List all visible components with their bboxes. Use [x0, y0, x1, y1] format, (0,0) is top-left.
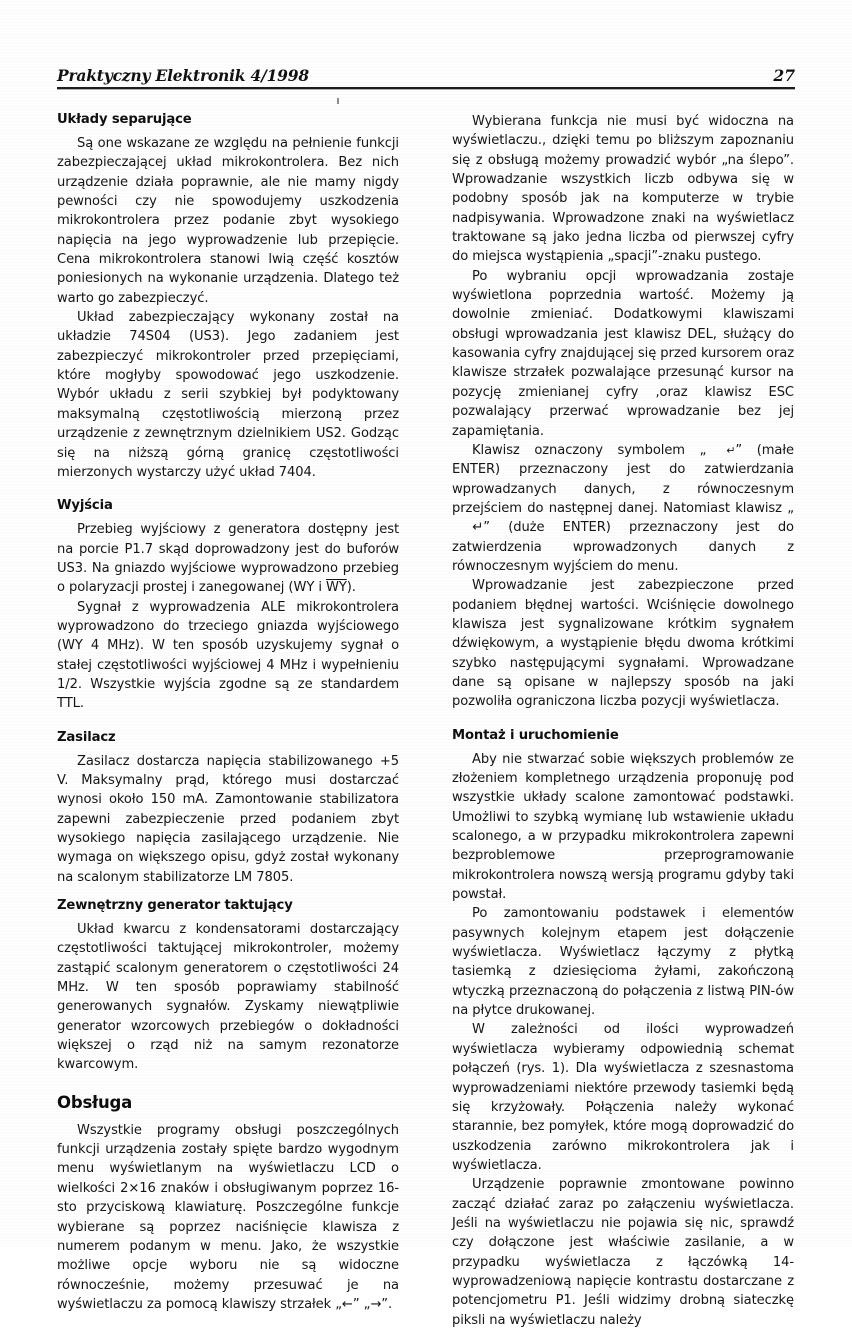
paragraph-text-after-arrows: . [387, 1296, 393, 1312]
paragraph: Urządzenie poprawnie zmontowane powinno zacząć działać zaraz po załączeniu wyświetlacza. Jeśli na wyświetlaczu nie pojawia się nic, sprawdź czy dołączone jest właściwie zasilanie, a w przypadku wyświetlacza z łączówką 14-wyprowadzeniową napięcie kontrastu dostarczane z potencjometru P1. Jeśli widzimy drobną siateczkę piksli na wyświetlaczu należy [452, 1177, 794, 1328]
scan-artifact-speck [337, 98, 339, 104]
paragraph: Po wybraniu opcji wprowadzania zostaje wyświetlona poprzednia wartość. Możemy ją dowolnie zmieniać. Dodatkowymi klawiszami obsługi wprowadzania jest klawisz DEL, służący do kasowania cyfry znajdującej się przed kursorem oraz klawisze strzałek pozwalające przesunąć kursor na pozycję zmienianej cyfry ,oraz klawisz ESC pozwalający przerwać wprowadzanie bez jej zapamiętania. [452, 268, 794, 439]
heading-zewnetrzny-generator-taktujacy: Zewnętrzny generator taktujący [57, 898, 293, 914]
big-enter-key-icon: ↵ [472, 519, 484, 536]
arrow-left-icon: „←” [335, 1296, 360, 1312]
paragraph-text-after-negation: ). [346, 580, 356, 596]
paragraph: Sygnał z wyprowadzenia ALE mikrokontrolera wyprowadzono do trzeciego gniazda wyjściowego (WY 4 MHz). W ten sposób uzyskujemy sygnał o stałej częstotliwości wyjściowej 4 MHz i wypełnieniu 1/2. Wszystkie wyjścia zgodne są ze standardem TTL. [57, 599, 399, 712]
heading-uklady-separujace: Układy separujące [57, 112, 192, 127]
paragraph: Układ kwarcu z kondensatorami dostarczający częstotliwości taktującej mikrokontroler, możemy zastąpić scalonym generatorem o częstotliwości 24 MHz. W ten sposób poprawiamy stabilność generowanych sygnałów. Zyskamy niewątpliwie generator wzorcowych przebiegów o dokładności większej o rząd niż na samym rezonatorze kwarcowym. [57, 922, 399, 1073]
paragraph-enter-keys [452, 441, 794, 576]
publication-title: Praktyczny Elektronik 4/1998 [57, 66, 309, 85]
paragraph-wyjscia-1 [57, 520, 399, 597]
text-before-small-enter: Klawisz oznaczony symbolem „ [472, 442, 707, 458]
heading-obsluga: Obsługa [57, 1092, 133, 1112]
heading-montaz-i-uruchomienie: Montaż i uruchomienie [452, 727, 619, 743]
text-after-enter-glyphs: ” (duże ENTER) przeznaczony jest do zatwierdzenia wprowadzonych danych z równoczesnym wyjściem do menu. [452, 520, 794, 574]
arrow-right-icon: „→” [363, 1296, 388, 1312]
page-number: 27 [773, 66, 795, 85]
paragraph: Wybierana funkcja nie musi być widoczna na wyświetlaczu., dzięki temu po bliższym zapoznaniu się z obsługą możemy prowadzić wybór „na ślepo”. Wprowadzanie wszystkich liczb odbywa się w podobny sposób jak na komputerze w trybie nadpisywania. Wprowadzone znaki na wyświetlacz traktowane są jako jedna liczba od pierwszej cyfry do miejsca wystąpienia „spacji”-znaku pustego. [452, 114, 794, 265]
paragraph: Aby nie stwarzać sobie większych problemów ze złożeniem kompletnego urządzenia proponuję pod wszystkie układy scalone zamontować podstawki. Umożliwi to szybką wymianę lub wstawienie układu scalonego, a w przypadku mikrokontrolera zapewni bezproblemowe przeprogramowanie mikrokontrolera nowszą wersją programu gdyby taki powstał. [452, 751, 794, 903]
paragraph: Wprowadzanie jest zabezpieczone przed podaniem błędnej wartości. Wciśnięcie dowolnego klawisza jest sygnalizowane krótkim sygnałem dźwiękowym, a wystąpienie błędu dwoma krótkimi szybko następującymi sygnałami. Wprowadzane dane są opisane w najlepszy sposób na jaki pozwoliła ograniczona liczba pozycji wyświetlacza. [452, 578, 794, 710]
paragraph: Zasilacz dostarcza napięcia stabilizowanego +5 V. Maksymalny prąd, którego musi dostarczać wynosi około 150 mA. Zamontowanie stabilizatora zapewni zabezpieczenie przed podaniem zbyt wysokiego napięcia zasilającego urządzenie. Nie wymaga on większego opisu, gdyż został wykonany na scalonym stabilizatorze LM 7805. [57, 753, 399, 885]
text-between-enter-glyphs: ” (małe ENTER) przeznaczony jest do zatwierdzania wprowadzanych danych, z równoczesnym przejściem do następnej danej. Natomiast klawisz „ [452, 442, 794, 516]
paragraph: Układ zabezpieczający wykonany został na układzie 74S04 (US3). Jego zadaniem jest zabezpieczyć mikrokontroler przed przepięciami, które mogłyby spowodować jego uszkodzenie. Wybór układu z serii szybkiej był podyktowany maksymalną częstotliwością mierzoną przez urządzenie z zewnętrznym dzielnikiem US2. Godząc się na niższą górną granicę częstotliwości mierzonych wystarczy użyć układ 7404. [57, 310, 399, 480]
page-header [57, 66, 795, 85]
paragraph: Są one wskazane ze względu na pełnienie funkcji zabezpieczającej układ mikrokontrolera. Bez nich urządzenie działa poprawnie, ale nie mamy nigdy pewności czy nie spowodujemy uszkodzenia mikrokontrolera przez podanie zbyt wysokiego napięcia na jego wyprowadzenie lub przepięcie. Cena mikrokontrolera stanowi lwią część kosztów poniesionych na wykonanie urządzenia. Dlatego też warto go zabezpieczyć. [57, 136, 399, 306]
paragraph: Po zamontowaniu podstawek i elementów pasywnych kolejnym etapem jest dołączenie wyświetlacza. Wyświetlacz łączymy z płytką tasiemką z dziesięcioma żyłami, zakończoną wtyczką przeznaczoną do połączenia z listwą PIN-ów na płytce drukowanej. [452, 906, 794, 1019]
header-divider-rule [57, 87, 795, 89]
paragraph-text-before-arrows: Wszystkie programy obsługi poszczególnych funkcji urządzenia zostały spięte bardzo wygodnym menu wyświetlanym na wyświetlaczu LCD o wielkości 2×16 znaków i obsługiwanym poprzez 16-sto przyciskową klawiaturę. Poszczególne funkcje wybierane są poprzez naciśnięcie klawisza z numerem podanym w menu. Jako, że wszystkie możliwe opcje wyboru nie są widoczne równocześnie, możemy przesuwać je na wyświetlaczu za pomocą klawiszy strzałek [57, 1122, 399, 1312]
paragraph: W zależności od ilości wyprowadzeń wyświetlacza wybieramy odpowiednią schemat połączeń (rys. 1). Dla wyświetlacza z szesnastoma wyprowadzeniami niektóre przewody tasiemki będą się krzyżowały. Połączenia należy wykonać starannie, bez pomyłek, które mogą doprowadzić do uszkodzenia zarówno mikrokontrolera jak i wyświetlacza. [452, 1022, 794, 1173]
heading-wyjscia: Wyjścia [57, 498, 113, 514]
left-text-column [57, 112, 399, 1314]
heading-zasilacz: Zasilacz [57, 729, 116, 745]
negated-signal-label: $\overline{WY}$ [325, 580, 347, 596]
paragraph-obsluga [57, 1121, 399, 1314]
right-text-column [452, 112, 794, 1330]
small-enter-key-icon: ↵ [726, 443, 736, 457]
paragraph-text-before-negation: Przebieg wyjściowy z generatora dostępny jest na porcie P1.7 skąd doprowadzony jest do buforów US3. Na gniazdo wyjściowe wyprowadzono przebieg o polaryzacji prostej i zanegowanej (WY i [57, 522, 399, 596]
